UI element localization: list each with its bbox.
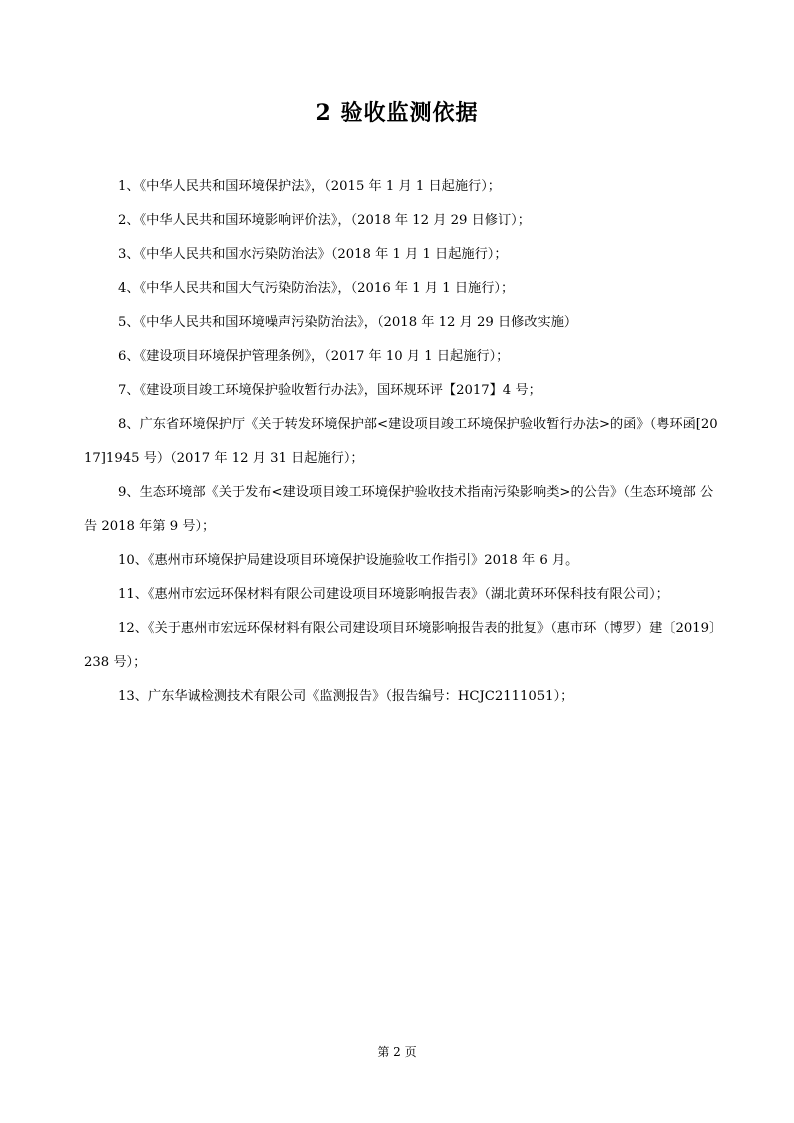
reference-item-9: 9、生态环境部《关于发布<建设项目竣工环境保护验收技术指南污染影响类>的公告》（生态环境部 公告 2018 年第 9 号）；: [84, 485, 714, 534]
reference-item-13: 13、广东华诚检测技术有限公司《监测报告》（报告编号：HCJC2111051）；: [118, 689, 574, 704]
reference-item-4: 4、《中华人民共和国大气污染防治法》，（2016 年 1 月 1 日施行）；: [118, 281, 515, 296]
reference-item-3: 3、《中华人民共和国水污染防治法》（2018 年 1 月 1 日起施行）；: [118, 247, 508, 262]
reference-item-8: 8、广东省环境保护厅《关于转发环境保护部<建设项目竣工环境保护验收暂行办法>的函》（粤环函[2017]1945 号）（2017 年 12 月 31 日起施行）；: [84, 417, 718, 466]
reference-item-12: 12、《关于惠州市宏远环保材料有限公司建设项目环境影响报告表的批复》（惠市环（博罗）建〔2019〕238 号）；: [84, 621, 716, 670]
page-title: 2 验收监测依据: [315, 100, 479, 126]
reference-item-5: 5、《中华人民共和国环境噪声污染防治法》，（2018 年 12 月 29 日修改实施）: [118, 315, 578, 330]
reference-item-10: 10、《惠州市环境保护局建设项目环境保护设施验收工作指引》2018 年 6 月。: [118, 553, 579, 568]
page-number: 第 2 页: [377, 1045, 417, 1059]
reference-item-11: 11、《惠州市宏远环保材料有限公司建设项目环境影响报告表》（湖北黄环环保科技有限公司）；: [118, 587, 669, 602]
reference-item-2: 2、《中华人民共和国环境影响评价法》，（2018 年 12 月 29 日修订）；: [118, 213, 531, 228]
reference-list: [84, 170, 720, 714]
reference-item-6: 6、《建设项目环境保护管理条例》，（2017 年 10 月 1 日起施行）；: [118, 349, 510, 364]
reference-item-7: 7、《建设项目竣工环境保护验收暂行办法》，国环规环评【2017】4 号；: [118, 383, 542, 398]
reference-item-1: 1、《中华人民共和国环境保护法》，（2015 年 1 月 1 日起施行）；: [118, 179, 501, 194]
